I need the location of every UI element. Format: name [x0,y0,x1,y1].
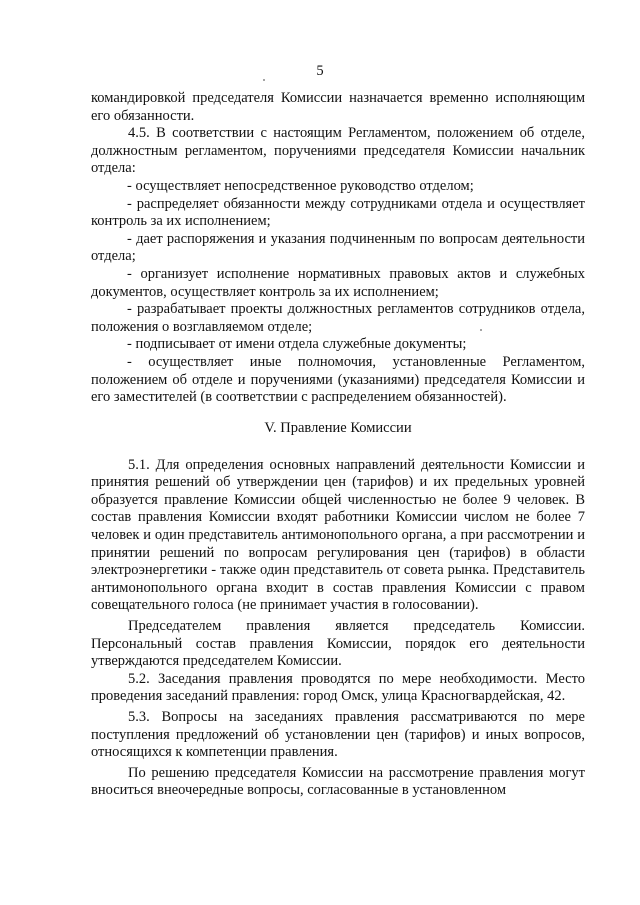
page-number: 5 [316,63,324,79]
list-item: - разрабатывает проекты должностных регламентов сотрудников отдела, положения о возглавляемом отделе; [91,301,585,335]
list-item: - подписывает от имени отдела служебные документы; [127,336,467,353]
paragraph: Председателем правления является председатель Комиссии. Персональный состав правления Комиссии, порядок его деятельности утверждаются председателем Комиссии. [91,618,585,670]
paragraph-5-3: 5.3. Вопросы на заседаниях правления рассматриваются по мере поступления предложений об установлении цен (тарифов) и иных вопросов, относящихся к компетенции правления. [91,709,585,761]
paragraph-5-1: 5.1. Для определения основных направлений деятельности Комиссии и принятия решений об утверждении цен (тарифов) и их предельных уровней образуется правление Комиссии общей численностью не более 9 человек. В состав правления Комиссии входят работники Комиссии числом не более 7 человек и один представитель антимонопольного органа, а при рассмотрении и принятии решений по вопросам регулирования цен (тарифов) в области электроэнергетики - также один представитель от совета рынка. Представитель антимонопольного органа входит в состав правления Комиссии с правом совещательного голоса (не принимает участия в голосовании). [91,456,585,614]
scan-speck [480,329,482,331]
paragraph: По решению председателя Комиссии на рассмотрение правления могут вноситься внеочередные вопросы, согласованные в установленном [91,764,585,799]
list-item: - осуществляет иные полномочия, установленные Регламентом, положением об отделе и поручениями (указаниями) председателя Комиссии и его заместителей (в соответствии с распределением обязанностей). [91,353,585,406]
paragraph-5-2: 5.2. Заседания правления проводятся по мере необходимости. Место проведения заседаний правления: город Омск, улица Красногвардейская, 42. [91,670,585,705]
scan-speck [263,79,265,81]
list-item: - осуществляет непосредственное руководство отделом; [127,177,474,194]
list-item: - организует исполнение нормативных правовых актов и служебных документов, осуществляет контроль за их исполнением; [91,265,585,300]
document-body [91,90,585,800]
paragraph-4-5: 4.5. В соответствии с настоящим Регламентом, положением об отделе, должностным регламентом, поручениями председателя Комиссии начальник отдела: [91,125,585,177]
section-heading: V. Правление Комиссии [264,419,412,436]
list-item: - дает распоряжения и указания подчиненным по вопросам деятельности отдела; [91,230,585,265]
list-item: - распределяет обязанности между сотрудниками отдела и осуществляет контроль за их исполнением; [91,195,585,230]
paragraph: командировкой председателя Комиссии назначается временно исполняющим его обязанности. [91,90,585,124]
